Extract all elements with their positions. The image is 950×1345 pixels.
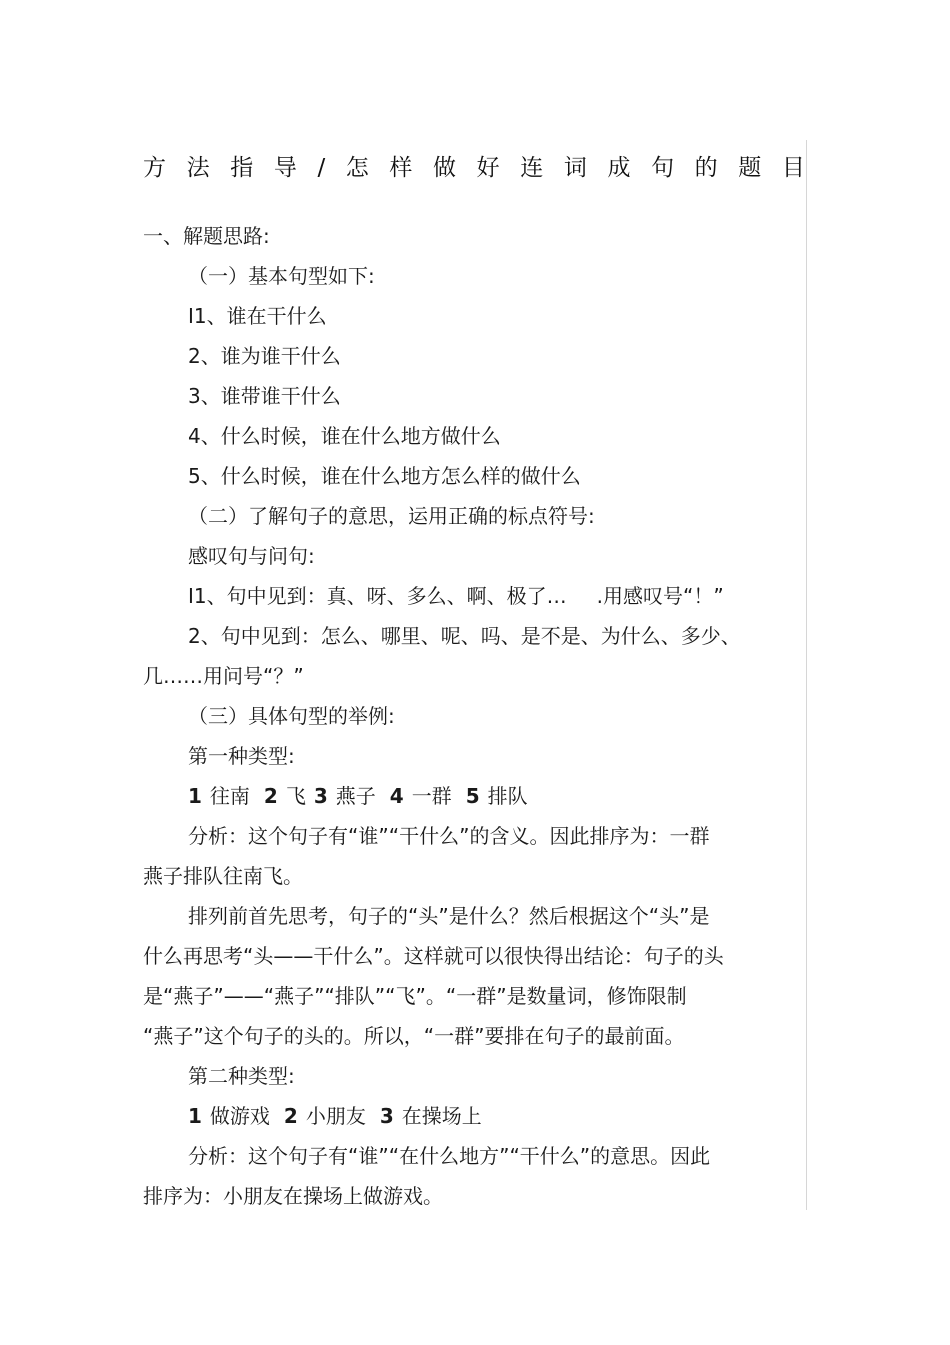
paragraph-line: 排序为：小朋友在操场上做游戏。 [143,1184,443,1208]
title-char: 目 [781,155,805,181]
word-item: 小朋友 [305,1104,366,1128]
title-char: 做 [433,155,457,181]
title-char: 词 [563,155,587,181]
title-char: 法 [186,155,210,181]
title-char: 方 [143,155,166,181]
word-number: 3 [379,1104,394,1128]
subsection-heading: （一）基本句型如下: [188,264,375,288]
subsection-heading: （二）了解句子的意思，运用正确的标点符号: [188,504,595,528]
title-char: 的 [694,155,718,181]
pattern-item: 3、谁带谁干什么 [188,384,341,408]
word-item: 燕子 [335,784,376,808]
section-heading: 一、解题思路: [143,224,270,248]
paragraph-line: 排列前首先思考，句子的“头”是什么？然后根据这个“头”是 [188,904,710,928]
word-number: 2 [263,784,278,808]
title-char: 样 [389,155,413,181]
pattern-item: 4、什么时候，谁在什么地方做什么 [188,424,501,448]
paragraph-line: 分析：这个句子有“谁”“干什么”的含义。因此排序为：一群 [188,824,710,848]
page-edge-rule [806,140,807,1210]
word-number: 2 [283,1104,298,1128]
word-item: 在操场上 [401,1104,482,1128]
word-number: 1 [188,784,202,808]
word-item: 一群 [411,784,452,808]
pattern-item: 2、谁为谁干什么 [188,344,341,368]
title-char: / [317,155,326,181]
word-number: 3 [313,784,328,808]
word-list [188,782,528,810]
paragraph-line: 第一种类型: [188,744,295,768]
paragraph-line: 2、句中见到：怎么、哪里、呢、吗、是不是、为什么、多少、 [188,624,741,648]
paragraph-line [188,582,724,610]
title-char: 指 [230,155,254,181]
word-list [188,1102,482,1130]
pattern-item: I1、谁在干什么 [188,304,327,328]
exclaim-words: I1、句中见到：真、呀、多么、啊、极了… [188,584,567,608]
word-item: 做游戏 [209,1104,270,1128]
title-char: 句 [651,155,675,181]
word-item: 往南 [209,784,250,808]
word-number: 1 [188,1104,202,1128]
paragraph-line: 几……用问号“？” [143,664,304,688]
paragraph-line: “燕子”这个句子的头的。所以，“一群”要排在句子的最前面。 [143,1024,685,1048]
title-char: 怎 [345,155,369,181]
pattern-item: 5、什么时候，谁在什么地方怎么样的做什么 [188,464,581,488]
word-number: 4 [389,784,404,808]
paragraph-line: 第二种类型: [188,1064,295,1088]
paragraph-line: 是“燕子”——“燕子”“排队”“飞”。“一群”是数量词，修饰限制 [143,984,687,1008]
title-char: 连 [520,155,544,181]
paragraph-line: 分析：这个句子有“谁”“在什么地方”“干什么”的意思。因此 [188,1144,711,1168]
paragraph-line: 燕子排队往南飞。 [143,864,303,888]
title-char: 导 [273,155,297,181]
word-item: 排队 [487,784,528,808]
subsection-heading: （三）具体句型的举例: [188,704,395,728]
paragraph-line: 感叹句与问句: [188,544,315,568]
title-char: 题 [738,155,762,181]
paragraph-line: 什么再思考“头——干什么”。这样就可以很快得出结论：句子的头 [143,944,724,968]
exclaim-mark-rule: .用感叹号“！” [596,584,724,608]
word-number: 5 [465,784,480,808]
title-char: 好 [476,155,500,181]
title-char: 成 [607,155,631,181]
document-title [143,150,805,186]
word-item: 飞 [285,784,306,808]
